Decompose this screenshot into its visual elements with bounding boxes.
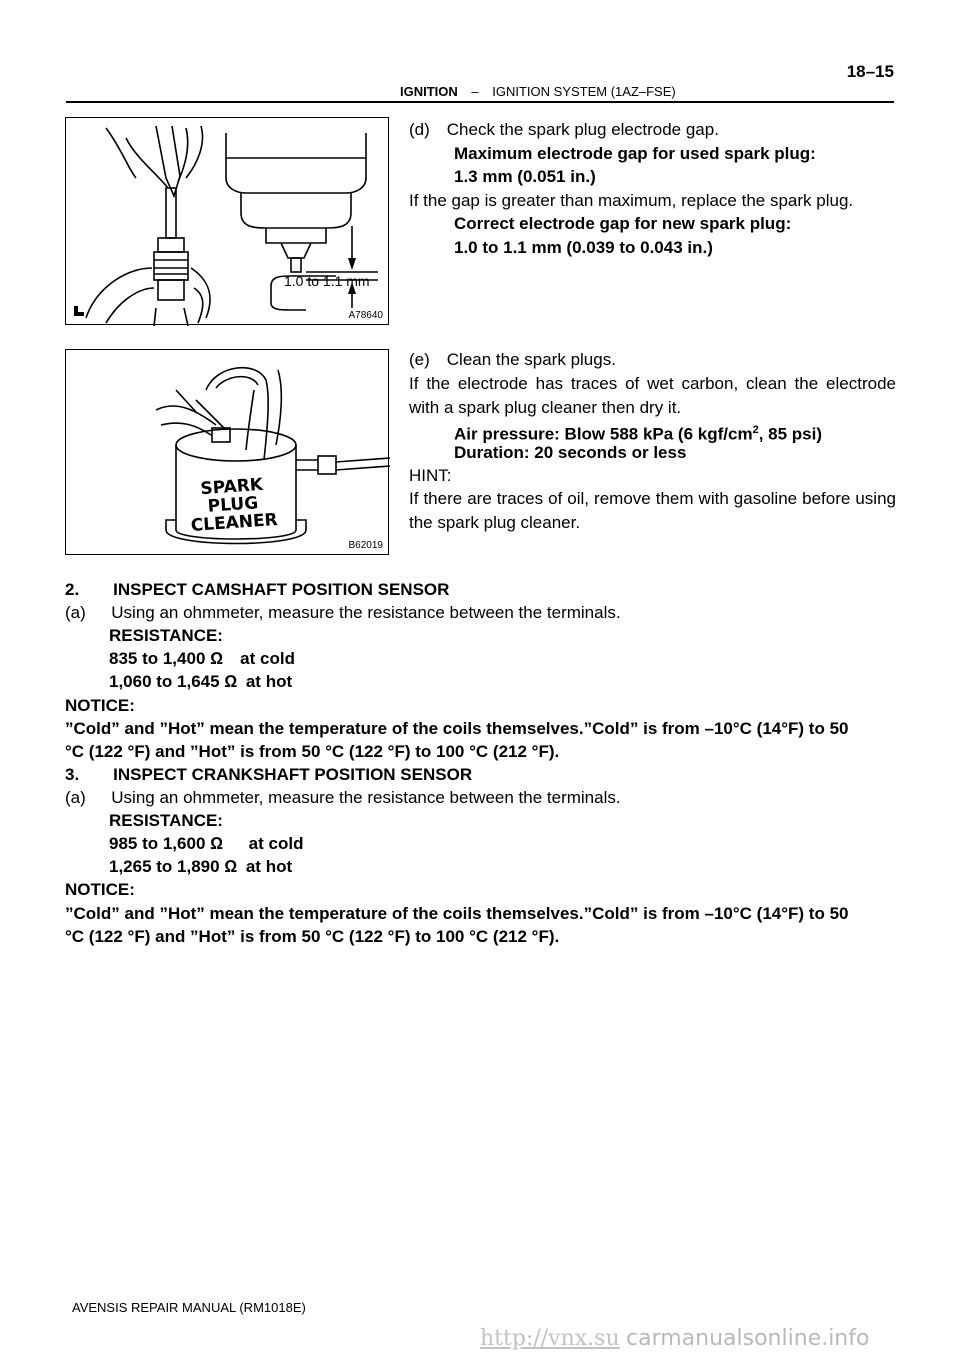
section-2-resistance-label: RESISTANCE:	[109, 626, 223, 645]
step-d-title: (d) Check the spark plug electrode gap.	[409, 120, 719, 139]
page-mark-icon	[74, 306, 84, 316]
spec-new-gap-value: 1.0 to 1.1 mm (0.039 to 0.043 in.)	[454, 238, 713, 257]
section-3-hot-value: 1,265 to 1,890 Ω at hot	[109, 857, 293, 876]
section-2-notice-line1: ”Cold” and ”Hot” mean the temperature of the coils themselves.”Cold” is from –10°C (14°F) to 50	[65, 719, 849, 738]
section-name: IGNITION	[400, 84, 458, 99]
replace-note: If the gap is greater than maximum, replace the spark plug.	[409, 191, 854, 210]
section-2-title: 2. INSPECT CAMSHAFT POSITION SENSOR	[65, 580, 450, 599]
air-pressure-superscript: 2	[752, 424, 759, 436]
spark-plug-gap-illustration	[66, 118, 390, 326]
figure-id: A78640	[348, 310, 383, 321]
watermark-site: carmanualsonline.info	[626, 1326, 870, 1351]
section-2-notice-line2: °C (122 °F) and ”Hot” is from 50 °C (122 °F) to 100 °C (212 °F).	[65, 742, 560, 761]
spec-max-gap-label: Maximum electrode gap for used spark plug:	[454, 144, 816, 163]
section-3-title: 3. INSPECT CRANKSHAFT POSITION SENSOR	[65, 765, 473, 784]
figure-id: B62019	[348, 540, 383, 551]
figure-electrode-gap	[65, 117, 389, 325]
manual-footer: AVENSIS REPAIR MANUAL (RM1018E)	[72, 1300, 306, 1315]
section-3-notice-line1: ”Cold” and ”Hot” mean the temperature of the coils themselves.”Cold” is from –10°C (14°F) to 50	[65, 904, 849, 923]
section-2-hot-value: 1,060 to 1,645 Ω at hot	[109, 672, 293, 691]
step-e-text: If the electrode has traces of wet carbon, clean the electrode with a spark plug cleaner then dry it.	[409, 374, 896, 417]
section-subtitle: IGNITION SYSTEM (1AZ–FSE)	[492, 84, 676, 99]
section-2-step: (a) Using an ohmmeter, measure the resistance between the terminals.	[65, 603, 621, 622]
hint-label: HINT:	[409, 466, 452, 485]
section-2-notice-label: NOTICE:	[65, 696, 135, 715]
section-2-cold-value: 835 to 1,400 Ω at cold	[109, 649, 295, 668]
watermark-link-left[interactable]: http://vnx.su	[480, 1326, 620, 1351]
page-number: 18–15	[846, 62, 894, 81]
header-rule	[66, 101, 894, 103]
spec-new-gap-label: Correct electrode gap for new spark plug:	[454, 214, 792, 233]
section-3-resistance-label: RESISTANCE:	[109, 811, 223, 830]
section-3-notice-line2: °C (122 °F) and ”Hot” is from 50 °C (122 °F) to 100 °C (212 °F).	[65, 927, 560, 946]
figure-spark-plug-cleaner	[65, 349, 389, 555]
cleaner-label: SPARK PLUG CLEANER	[190, 474, 279, 536]
air-pressure-end: , 85 psi)	[758, 424, 822, 444]
section-3-notice-label: NOTICE:	[65, 880, 135, 899]
section-3-cold-value: 985 to 1,600 Ω at cold	[109, 834, 304, 853]
gap-dimension-label: 1.0 to 1.1 mm	[284, 273, 370, 289]
spec-max-gap-value: 1.3 mm (0.051 in.)	[454, 167, 596, 186]
header-dash: –	[471, 84, 479, 99]
section-3-step: (a) Using an ohmmeter, measure the resistance between the terminals.	[65, 788, 621, 807]
running-header	[400, 84, 676, 99]
air-pressure-main: Air pressure: Blow 588 kPa (6 kgf/cm	[454, 424, 753, 444]
step-e-title: (e) Clean the spark plugs.	[409, 350, 616, 369]
duration-spec: Duration: 20 seconds or less	[454, 443, 687, 462]
hint-text: If there are traces of oil, remove them with gasoline before using the spark plug cleaner.	[409, 489, 896, 532]
